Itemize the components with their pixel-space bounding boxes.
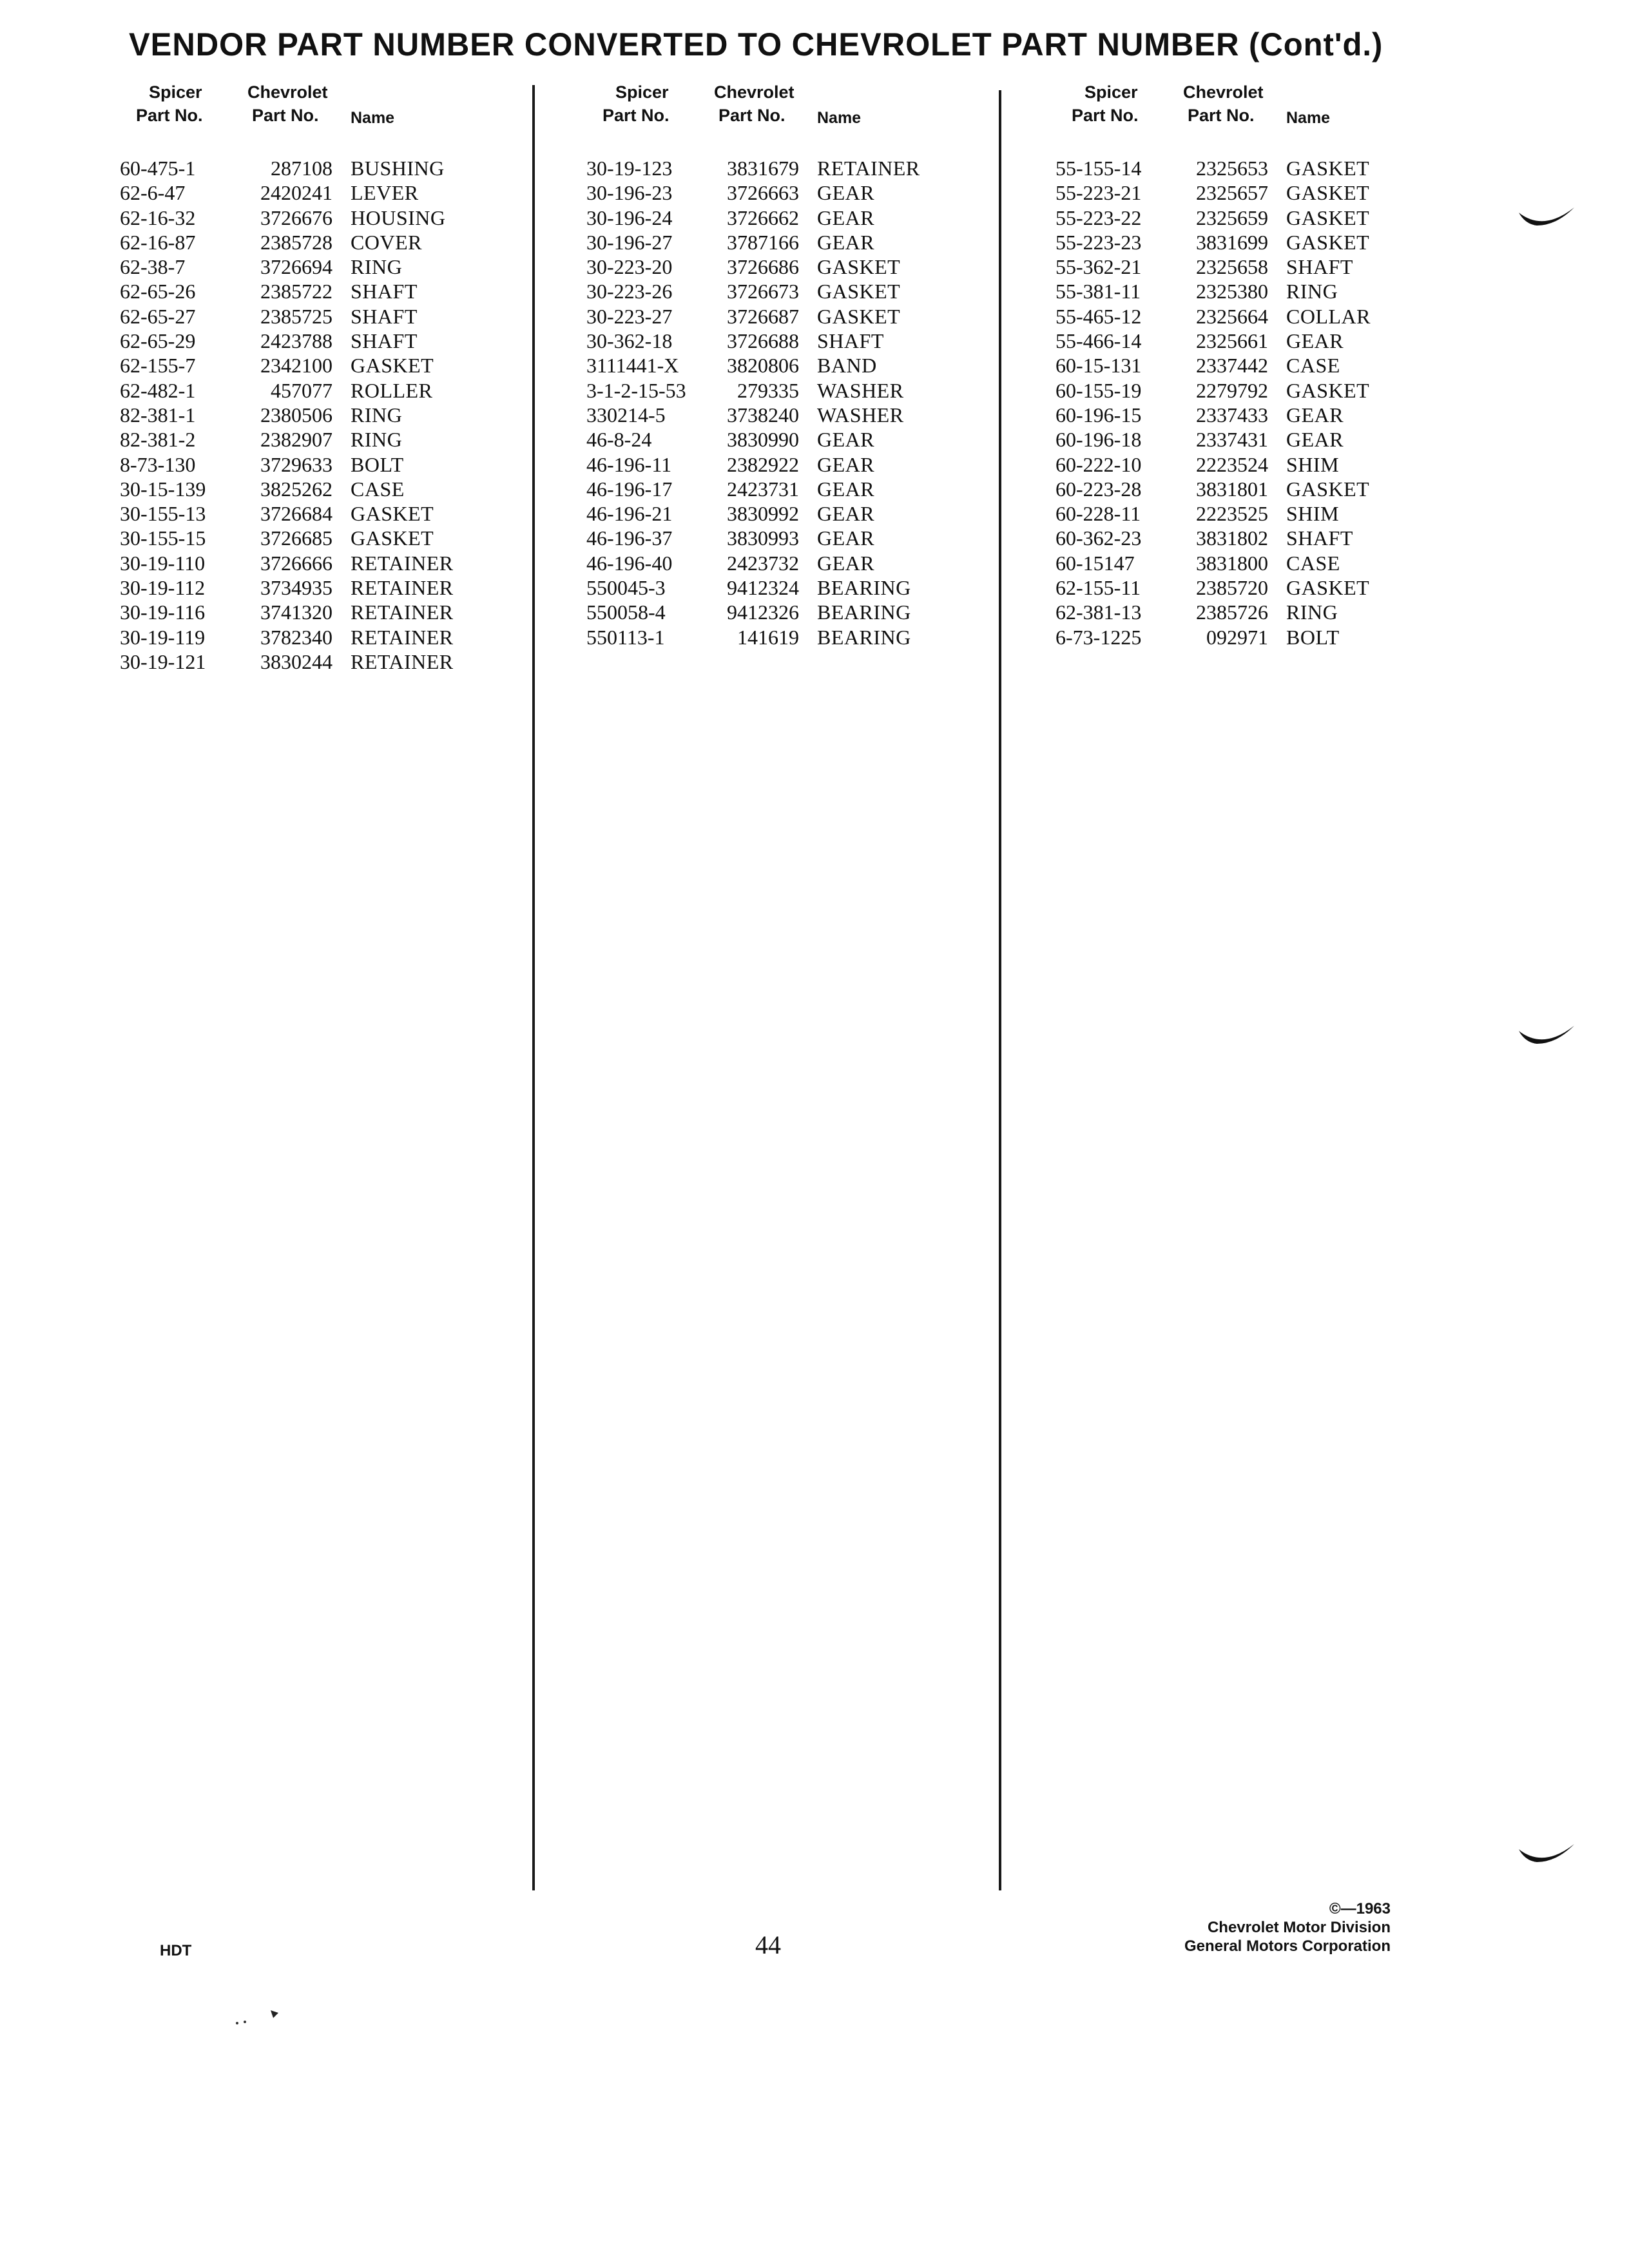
parts-column-1 (120, 81, 519, 673)
part-name: CASE (1286, 551, 1340, 575)
spicer-part-number: 30-19-112 (120, 576, 206, 600)
table-row (120, 255, 519, 279)
chevrolet-part-number: 3825262 (260, 477, 333, 501)
spicer-part-number: 55-223-22 (1055, 206, 1142, 229)
table-row (1055, 180, 1455, 205)
parts-column-3 (1055, 81, 1455, 649)
chevrolet-part-number: 2325659 (1196, 206, 1268, 229)
part-name: GASKET (1286, 477, 1370, 501)
table-row (1055, 477, 1455, 501)
table-row (586, 230, 986, 255)
table-row (120, 329, 519, 353)
name-header: Name (351, 109, 395, 127)
part-name: GASKET (817, 304, 901, 328)
spicer-part-number: 46-196-17 (586, 477, 673, 501)
part-name: RETAINER (817, 157, 920, 180)
spicer-part-number: 46-196-40 (586, 551, 673, 575)
table-row (586, 575, 986, 600)
table-row (1055, 304, 1455, 329)
chevrolet-part-number: 279335 (737, 378, 799, 402)
table-row (586, 255, 986, 279)
part-name: GASKET (1286, 576, 1370, 600)
chevrolet-part-number: 141619 (737, 625, 799, 649)
chevrolet-part-number: 2423788 (260, 329, 333, 353)
chevrolet-part-number: 2385728 (260, 230, 333, 254)
table-row (586, 378, 986, 403)
part-name: SHAFT (351, 304, 418, 328)
part-name: GASKET (1286, 181, 1370, 205)
chevrolet-part-number: 2382907 (260, 428, 333, 452)
part-name: GEAR (817, 502, 875, 526)
part-name: COVER (351, 230, 422, 254)
chevrolet-part-number: 2385720 (1196, 576, 1268, 600)
table-row (1055, 255, 1455, 279)
parts-list (120, 156, 519, 674)
spicer-part-number: 60-222-10 (1055, 452, 1142, 476)
part-name: GEAR (817, 452, 875, 476)
chevrolet-part-no-header: Part No. (252, 106, 319, 125)
table-row (120, 378, 519, 403)
spicer-part-number: 6-73-1225 (1055, 625, 1142, 649)
spicer-part-no-header: Part No. (136, 106, 203, 125)
table-row (1055, 279, 1455, 303)
chevrolet-part-number: 2337431 (1196, 428, 1268, 452)
chevrolet-part-number: 3726687 (727, 304, 799, 328)
table-row (586, 526, 986, 550)
chevrolet-part-number: 2385726 (1196, 601, 1268, 624)
table-row (120, 526, 519, 550)
spicer-part-number: 55-362-21 (1055, 255, 1142, 279)
part-name: GASKET (1286, 378, 1370, 402)
chevrolet-part-number: 3734935 (260, 576, 333, 600)
part-name: GASKET (351, 354, 434, 378)
part-name: GEAR (1286, 329, 1344, 353)
parts-list (586, 156, 986, 649)
spicer-part-number: 62-65-29 (120, 329, 196, 353)
chevrolet-part-number: 2325664 (1196, 304, 1268, 328)
table-row (120, 649, 519, 674)
table-row (586, 501, 986, 526)
chevrolet-header: Chevrolet (247, 82, 328, 102)
spicer-part-number: 30-196-27 (586, 230, 673, 254)
chevrolet-part-number: 2342100 (260, 354, 333, 378)
part-name: GASKET (1286, 230, 1370, 254)
table-row (1055, 551, 1455, 575)
part-name: COLLAR (1286, 304, 1371, 328)
parts-column-2 (586, 81, 986, 649)
part-name: GEAR (1286, 403, 1344, 427)
binder-hole-mark (1518, 1024, 1576, 1057)
table-row (1055, 353, 1455, 378)
table-row (1055, 427, 1455, 452)
spicer-part-number: 60-196-18 (1055, 428, 1142, 452)
part-name: BAND (817, 354, 877, 378)
chevrolet-part-number: 2380506 (260, 403, 333, 427)
chevrolet-part-number: 287108 (271, 157, 333, 180)
chevrolet-part-number: 092971 (1206, 625, 1268, 649)
table-row (586, 452, 986, 477)
chevrolet-part-number: 2423731 (727, 477, 799, 501)
part-name: GEAR (817, 428, 875, 452)
part-name: SHIM (1286, 502, 1340, 526)
parts-list (1055, 156, 1455, 649)
chevrolet-part-number: 3782340 (260, 625, 333, 649)
spicer-part-no-header: Part No. (1072, 106, 1139, 125)
chevrolet-part-number: 2385725 (260, 304, 333, 328)
spicer-part-number: 30-196-23 (586, 181, 673, 205)
spicer-part-number: 30-155-13 (120, 502, 206, 526)
chevrolet-part-number: 2279792 (1196, 378, 1268, 402)
part-name: RETAINER (351, 576, 454, 600)
table-row (1055, 625, 1455, 649)
chevrolet-part-number: 3726666 (260, 551, 333, 575)
table-row (120, 353, 519, 378)
spicer-part-number: 30-362-18 (586, 329, 673, 353)
part-name: BEARING (817, 576, 911, 600)
spicer-part-number: 62-6-47 (120, 181, 186, 205)
chevrolet-part-number: 3726685 (260, 526, 333, 550)
chevrolet-part-number: 3729633 (260, 452, 333, 476)
part-name: GEAR (817, 551, 875, 575)
chevrolet-part-number: 2382922 (727, 452, 799, 476)
table-row (1055, 329, 1455, 353)
part-name: RING (1286, 280, 1338, 303)
part-name: CASE (351, 477, 405, 501)
spicer-part-number: 62-381-13 (1055, 601, 1142, 624)
table-row (1055, 403, 1455, 427)
spicer-part-number: 330214-5 (586, 403, 666, 427)
table-row (586, 600, 986, 624)
table-row (1055, 230, 1455, 255)
part-name: SHAFT (351, 280, 418, 303)
spicer-part-number: 82-381-1 (120, 403, 196, 427)
table-row (120, 427, 519, 452)
part-name: WASHER (817, 403, 904, 427)
chevrolet-part-number: 3831802 (1196, 526, 1268, 550)
table-row (1055, 156, 1455, 180)
part-name: SHAFT (817, 329, 884, 353)
part-name: BOLT (351, 452, 404, 476)
chevrolet-part-no-header: Part No. (1188, 106, 1255, 125)
column-header (586, 81, 986, 132)
table-row (120, 477, 519, 501)
chevrolet-part-number: 3820806 (727, 354, 799, 378)
chevrolet-part-number: 457077 (271, 378, 333, 402)
chevrolet-part-number: 3831699 (1196, 230, 1268, 254)
spicer-part-number: 60-196-15 (1055, 403, 1142, 427)
spicer-part-number: 62-155-7 (120, 354, 196, 378)
chevrolet-part-number: 3787166 (727, 230, 799, 254)
corporation-name: General Motors Corporation (1184, 1937, 1391, 1955)
copyright-block (1184, 1899, 1391, 1956)
part-name: GASKET (817, 255, 901, 279)
part-name: GEAR (817, 181, 875, 205)
part-name: GEAR (1286, 428, 1344, 452)
spicer-part-number: 550058-4 (586, 601, 666, 624)
part-name: GASKET (351, 526, 434, 550)
table-row (586, 206, 986, 230)
table-row (586, 477, 986, 501)
chevrolet-part-number: 3831800 (1196, 551, 1268, 575)
chevrolet-part-number: 2325658 (1196, 255, 1268, 279)
table-row (586, 304, 986, 329)
spicer-part-number: 46-196-11 (586, 452, 672, 476)
spicer-part-number: 3111441-X (586, 354, 679, 378)
spicer-part-number: 60-362-23 (1055, 526, 1142, 550)
table-row (120, 230, 519, 255)
spicer-part-number: 62-155-11 (1055, 576, 1141, 600)
spicer-part-number: 8-73-130 (120, 452, 196, 476)
spicer-part-number: 46-196-21 (586, 502, 673, 526)
chevrolet-part-number: 2325657 (1196, 181, 1268, 205)
chevrolet-part-number: 2223525 (1196, 502, 1268, 526)
part-name: BOLT (1286, 625, 1340, 649)
chevrolet-part-number: 3726663 (727, 181, 799, 205)
spicer-part-number: 55-381-11 (1055, 280, 1141, 303)
spicer-part-number: 60-223-28 (1055, 477, 1142, 501)
chevrolet-header: Chevrolet (1183, 82, 1264, 102)
spicer-part-number: 62-65-27 (120, 304, 196, 328)
table-row (586, 329, 986, 353)
scan-speck (232, 2004, 284, 2030)
part-name: SHAFT (351, 329, 418, 353)
spicer-part-number: 30-19-123 (586, 157, 673, 180)
chevrolet-part-number: 3831801 (1196, 477, 1268, 501)
chevrolet-part-number: 2325380 (1196, 280, 1268, 303)
page-number: 44 (755, 1930, 781, 1959)
spicer-part-number: 30-196-24 (586, 206, 673, 229)
binder-hole-mark (1518, 1843, 1576, 1875)
spicer-part-number: 30-155-15 (120, 526, 206, 550)
part-name: SHAFT (1286, 255, 1353, 279)
spicer-part-number: 55-465-12 (1055, 304, 1142, 328)
spicer-part-number: 60-15-131 (1055, 354, 1142, 378)
table-row (120, 625, 519, 649)
spicer-part-number: 62-482-1 (120, 378, 196, 402)
page-title: VENDOR PART NUMBER CONVERTED TO CHEVROLET PART NUMBER (Cont'd.) (129, 26, 1383, 62)
part-name: RING (351, 428, 403, 452)
chevrolet-part-number: 3830993 (727, 526, 799, 550)
table-row (120, 600, 519, 624)
part-name: RING (351, 403, 403, 427)
chevrolet-part-number: 2337433 (1196, 403, 1268, 427)
column-header (120, 81, 519, 132)
spicer-part-number: 62-38-7 (120, 255, 186, 279)
spicer-part-number: 60-155-19 (1055, 378, 1142, 402)
spicer-part-number: 55-223-21 (1055, 181, 1142, 205)
table-row (586, 403, 986, 427)
table-row (120, 403, 519, 427)
part-name: GEAR (817, 230, 875, 254)
part-name: RETAINER (351, 601, 454, 624)
chevrolet-part-number: 3726694 (260, 255, 333, 279)
spicer-part-number: 46-196-37 (586, 526, 673, 550)
table-row (1055, 206, 1455, 230)
spicer-header: Spicer (1084, 82, 1138, 102)
spicer-header: Spicer (615, 82, 669, 102)
spicer-part-number: 30-19-121 (120, 649, 206, 673)
chevrolet-part-number: 2223524 (1196, 452, 1268, 476)
table-row (586, 625, 986, 649)
chevrolet-part-number: 3726676 (260, 206, 333, 229)
spicer-part-number: 30-223-27 (586, 304, 673, 328)
part-name: RETAINER (351, 625, 454, 649)
part-name: GASKET (1286, 206, 1370, 229)
table-row (120, 156, 519, 180)
spicer-part-number: 3-1-2-15-53 (586, 378, 686, 402)
part-name: GEAR (817, 526, 875, 550)
table-row (1055, 600, 1455, 624)
table-row (120, 180, 519, 205)
part-name: GASKET (351, 502, 434, 526)
spicer-part-number: 60-475-1 (120, 157, 196, 180)
table-row (120, 501, 519, 526)
chevrolet-part-number: 3726688 (727, 329, 799, 353)
chevrolet-part-number: 2325661 (1196, 329, 1268, 353)
table-row (120, 279, 519, 303)
part-name: BUSHING (351, 157, 445, 180)
spicer-part-number: 30-15-139 (120, 477, 206, 501)
part-name: HOUSING (351, 206, 446, 229)
table-row (586, 279, 986, 303)
spicer-part-number: 82-381-2 (120, 428, 196, 452)
part-name: ROLLER (351, 378, 433, 402)
chevrolet-part-no-header: Part No. (718, 106, 786, 125)
chevrolet-part-number: 3830990 (727, 428, 799, 452)
table-row (120, 452, 519, 477)
spicer-part-number: 62-16-87 (120, 230, 196, 254)
chevrolet-part-number: 3741320 (260, 601, 333, 624)
spicer-part-number: 55-466-14 (1055, 329, 1142, 353)
binder-hole-mark (1518, 206, 1576, 238)
column-divider (999, 90, 1001, 1890)
spicer-part-number: 550045-3 (586, 576, 666, 600)
table-row (586, 180, 986, 205)
table-row (586, 353, 986, 378)
part-name: RETAINER (351, 649, 454, 673)
part-name: BEARING (817, 625, 911, 649)
column-divider (532, 85, 535, 1890)
spicer-part-number: 30-19-119 (120, 625, 206, 649)
spicer-part-number: 550113-1 (586, 625, 665, 649)
chevrolet-part-number: 2385722 (260, 280, 333, 303)
chevrolet-part-number: 3726686 (727, 255, 799, 279)
table-row (120, 551, 519, 575)
part-name: RETAINER (351, 551, 454, 575)
table-row (1055, 526, 1455, 550)
chevrolet-part-number: 9412324 (727, 576, 799, 600)
spicer-part-number: 46-8-24 (586, 428, 652, 452)
chevrolet-part-number: 3738240 (727, 403, 799, 427)
part-name: WASHER (817, 378, 904, 402)
part-name: RING (351, 255, 403, 279)
spicer-part-number: 30-19-116 (120, 601, 206, 624)
part-name: CASE (1286, 354, 1340, 378)
chevrolet-header: Chevrolet (714, 82, 795, 102)
spicer-part-number: 60-15147 (1055, 551, 1135, 575)
table-row (1055, 378, 1455, 403)
part-name: GEAR (817, 206, 875, 229)
part-name: RING (1286, 601, 1338, 624)
spicer-part-number: 30-223-26 (586, 280, 673, 303)
division-name: Chevrolet Motor Division (1207, 1919, 1391, 1936)
part-name: SHIM (1286, 452, 1340, 476)
chevrolet-part-number: 2423732 (727, 551, 799, 575)
part-name: GASKET (1286, 157, 1370, 180)
part-name: LEVER (351, 181, 419, 205)
spicer-part-number: 60-228-11 (1055, 502, 1141, 526)
spicer-header: Spicer (149, 82, 202, 102)
chevrolet-part-number: 3726673 (727, 280, 799, 303)
chevrolet-part-number: 2337442 (1196, 354, 1268, 378)
table-row (586, 156, 986, 180)
spicer-part-no-header: Part No. (602, 106, 670, 125)
spicer-part-number: 55-155-14 (1055, 157, 1142, 180)
chevrolet-part-number: 2325653 (1196, 157, 1268, 180)
name-header: Name (817, 109, 862, 127)
table-row (1055, 501, 1455, 526)
chevrolet-part-number: 3726662 (727, 206, 799, 229)
spicer-part-number: 30-223-20 (586, 255, 673, 279)
part-name: SHAFT (1286, 526, 1353, 550)
table-row (1055, 452, 1455, 477)
spicer-part-number: 62-16-32 (120, 206, 196, 229)
table-row (586, 551, 986, 575)
footer-code: HDT (160, 1942, 192, 1959)
part-name: GEAR (817, 477, 875, 501)
part-name: GASKET (817, 280, 901, 303)
chevrolet-part-number: 3726684 (260, 502, 333, 526)
table-row (120, 206, 519, 230)
table-row (586, 427, 986, 452)
spicer-part-number: 30-19-110 (120, 551, 206, 575)
table-row (120, 575, 519, 600)
chevrolet-part-number: 3830992 (727, 502, 799, 526)
table-row (1055, 575, 1455, 600)
spicer-part-number: 55-223-23 (1055, 230, 1142, 254)
name-header: Name (1286, 109, 1331, 127)
table-row (120, 304, 519, 329)
copyright-year: ©—1963 (1329, 1900, 1391, 1917)
chevrolet-part-number: 9412326 (727, 601, 799, 624)
chevrolet-part-number: 3830244 (260, 649, 333, 673)
part-name: BEARING (817, 601, 911, 624)
spicer-part-number: 62-65-26 (120, 280, 196, 303)
chevrolet-part-number: 3831679 (727, 157, 799, 180)
column-header (1055, 81, 1455, 132)
chevrolet-part-number: 2420241 (260, 181, 333, 205)
